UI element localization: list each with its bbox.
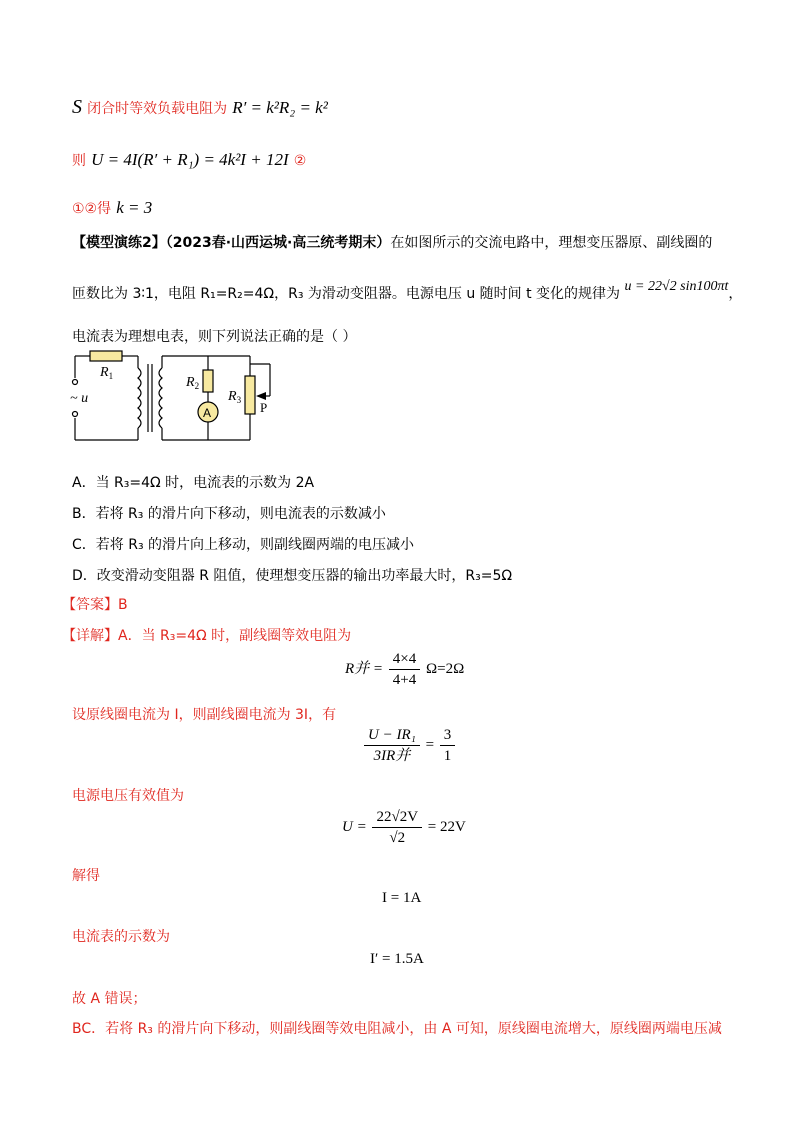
eq3-fraction [372,808,422,847]
equation-5: I′ = 1.5A [370,951,424,967]
question-stem-3: 电流表为理想电表，则下列说法正确的是（ ） [72,329,357,345]
switch-variable: S [72,96,82,118]
question-source: （2023春·山西运城·高三统考期末） [165,235,391,251]
equivalent-load-text: 闭合时等效负载电阻为 [87,101,228,117]
prev-solution-line1 [72,96,328,119]
stem-comma: ， [728,286,743,302]
detail-label: 【详解】 [62,628,118,644]
eq1-denominator: 4+4 [392,672,417,688]
r1-label: $R_1$ [100,365,114,381]
option-b: B．若将 R₃ 的滑片向下移动，则电流表的示数减小 [72,506,386,522]
source-voltage-formula: u = 22√2 sin100πt [624,279,729,294]
option-d: D．改变滑动变阻器 R 阻值，使理想变压器的输出功率最大时，R₃=5Ω [72,568,513,584]
eq2-numerator: U − IR₁ [364,726,420,746]
eq3-lhs: U = [342,818,367,835]
detail-step4: 解得 [72,868,100,884]
eq1-fraction [389,650,420,689]
source-label: ~ u [70,391,89,406]
then-prefix: 则 [72,153,86,169]
detail-step3: 电源电压有效值为 [72,788,184,804]
slider-arrow-icon [256,392,266,400]
resistor-r2 [203,370,213,392]
detail-intro-line [62,625,351,645]
combine-text: ①②得 [72,201,112,217]
detail-step6: 故 A 错误； [72,991,147,1007]
voltage-equation: U = 4I(R′ + R₁) = 4k²I + 12I [91,150,289,169]
question-stem-line2 [72,279,743,303]
detail-step2: 设原线圈电流为 I，则副线圈电流为 3I，有 [72,707,337,723]
detail-step5: 电流表的示数为 [72,929,170,945]
k-result: k = 3 [116,198,153,217]
rheostat-r3 [245,376,255,414]
circuit-diagram [60,348,300,448]
question-stem-2: 匝数比为 3∶1，电阻 R₁=R₂=4Ω，R₃ 为滑动变阻器。电源电压 u 随时间 t 变化的规律为 [72,286,621,302]
detail-step7: BC．若将 R₃ 的滑片向下移动，则副线圈等效电阻减小，由 A 可知，原线圈电流增大，原线圈两端电压减 [72,1021,722,1037]
equation-3 [342,808,466,847]
question-tag: 【模型演练2】 [72,235,166,251]
eq1-rhs: Ω=2Ω [426,660,465,677]
option-a: A．当 R₃=4Ω 时，电流表的示数为 2A [72,475,315,491]
r3-label: $R_3$ [228,389,242,405]
equation-mark-2: ② [293,153,307,169]
eq2-left-fraction [364,726,420,765]
equation-4: I = 1A [382,890,422,906]
equation-1 [345,650,464,689]
eq2-equals: = [425,736,435,753]
eq1-lhs: R并 = [345,660,384,677]
ammeter-label: A [203,406,212,420]
slider-label: P [260,400,268,415]
r2-label: $R_2$ [186,375,200,391]
eq2-denominator: 3IR并 [373,748,411,764]
eq2-right-denominator: 1 [443,748,452,764]
question-header [72,232,712,252]
eq2-right-fraction [440,726,456,765]
eq3-denominator: √2 [389,830,406,846]
equation-2 [362,726,457,765]
eq3-numerator: 22√2V [372,808,422,828]
question-stem-1: 在如图所示的交流电路中，理想变压器原、副线圈的 [390,235,713,251]
equivalent-load-formula: R′ = k²R₂ = k² [232,98,328,117]
prev-solution-line2 [72,150,306,170]
eq1-numerator: 4×4 [389,650,420,670]
eq3-rhs: = 22V [427,818,466,835]
prev-solution-line3 [72,198,152,218]
resistor-r1 [90,351,122,361]
detail-intro: A．当 R₃=4Ω 时，副线圈等效电阻为 [118,628,352,644]
answer-label: 【答案】B [62,597,128,613]
option-c: C．若将 R₃ 的滑片向上移动，则副线圈两端的电压减小 [72,537,415,553]
eq2-right-numerator: 3 [440,726,456,746]
